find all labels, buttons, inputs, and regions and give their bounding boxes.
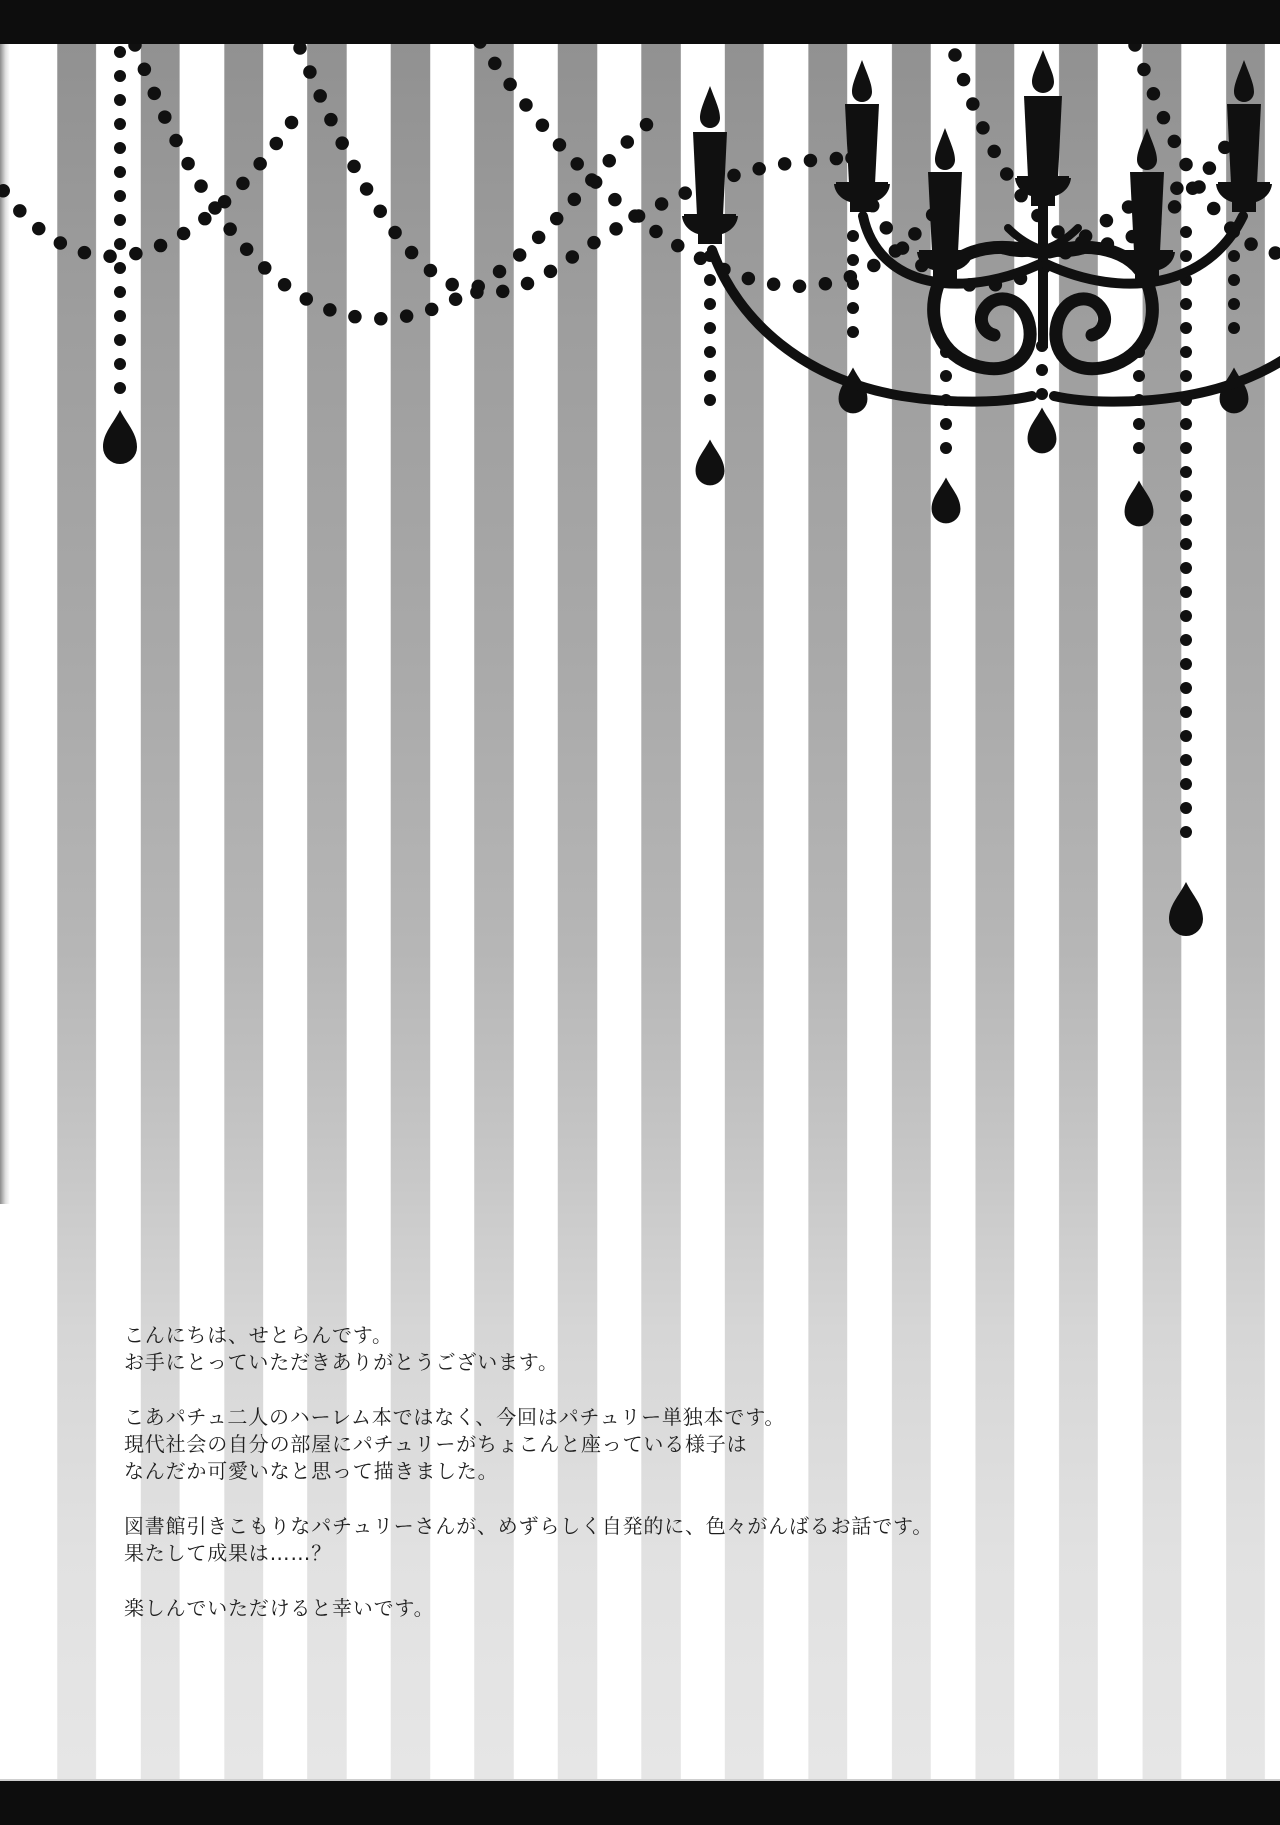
candle-body: [1024, 96, 1062, 178]
candle-cup: [682, 216, 738, 244]
candle: [1015, 50, 1071, 206]
afterword-text: [124, 1322, 933, 1650]
afterword-paragraph: [124, 1404, 933, 1485]
candle: [1216, 60, 1272, 212]
bottom-border: [0, 1779, 1280, 1825]
teardrop-pendant: [1028, 408, 1057, 454]
afterword-line: 現代社会の自分の部屋にパチュリーがちょこんと座っている様子は: [124, 1432, 748, 1456]
bead-swag: [135, 45, 655, 319]
chandelier-arm-sweep-right: [1054, 250, 1280, 402]
candle-flame: [1234, 60, 1254, 102]
teardrop-pendant: [103, 410, 137, 464]
candle-body: [928, 172, 962, 252]
candle-body: [1227, 104, 1261, 184]
afterword-line: 図書館引きこもりなパチュリーさんが、めずらしく自発的に、色々がんばるお話です。: [124, 1514, 933, 1538]
candle-cup: [1216, 184, 1272, 212]
top-border: [0, 0, 1280, 44]
teardrop-pendant: [932, 478, 961, 524]
afterword-line: 楽しんでいただけると幸いです。: [124, 1596, 435, 1620]
candle-flame: [1137, 128, 1157, 170]
afterword-paragraph: [124, 1322, 933, 1376]
teardrop-pendant: [1169, 882, 1203, 936]
candle-body: [1130, 172, 1164, 252]
afterword-line: なんだか可愛いなと思って描きました。: [124, 1459, 499, 1483]
chandelier-stem: [1038, 206, 1048, 348]
afterword-paragraph: [124, 1595, 933, 1622]
candle-flame: [700, 86, 720, 128]
bead-strands: [103, 52, 1248, 936]
candle: [917, 128, 973, 280]
candle-flame: [852, 60, 872, 102]
candle: [834, 60, 890, 212]
teardrop-pendant: [696, 440, 725, 486]
candle-flame: [1032, 50, 1054, 93]
candle-flame: [935, 128, 955, 170]
afterword-line: 果たして成果は……？: [124, 1541, 332, 1565]
afterword-paragraph: [124, 1513, 933, 1567]
bead-swag: [955, 55, 1230, 245]
bead-swag: [0, 75, 300, 256]
candle-body: [693, 132, 727, 216]
teardrop-pendant: [1125, 481, 1154, 527]
candle-body: [845, 104, 879, 184]
afterword-line: こあパチュ二人のハーレム本ではなく、今回はパチュリー単独本です。: [124, 1405, 786, 1429]
afterword-line: お手にとっていただきありがとうございます。: [124, 1350, 559, 1374]
afterword-line: こんにちは、せとらんです。: [124, 1323, 393, 1347]
candle: [682, 86, 738, 244]
candle-cup: [834, 184, 890, 212]
